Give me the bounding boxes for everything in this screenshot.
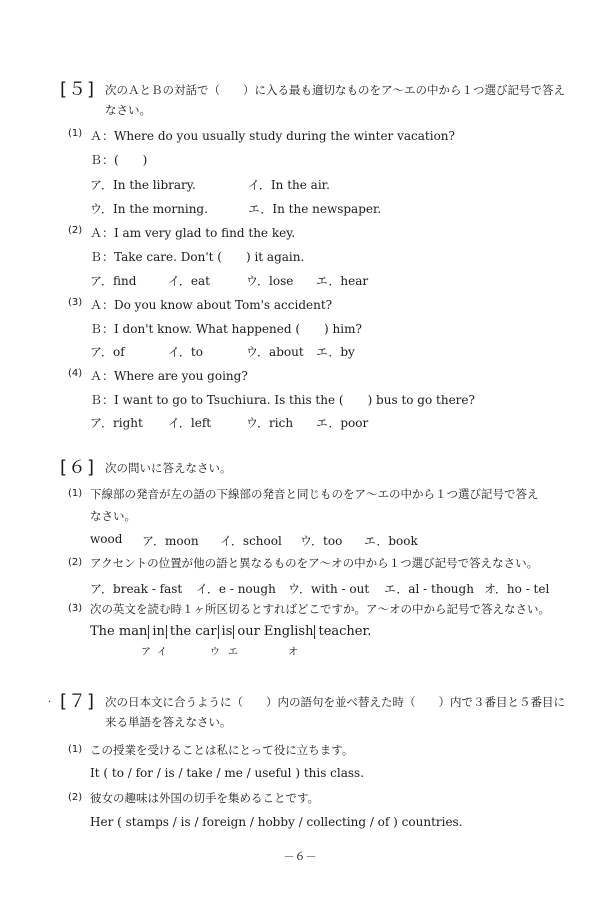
q5-4-opt-i: イ．left <box>168 416 212 430</box>
q7-1-english: It ( to / for / is / take / me / useful ) this class. <box>90 766 365 780</box>
q6-3-seg-2: in <box>152 624 165 639</box>
q5-2-opt-i: イ．eat <box>168 274 210 288</box>
section-6-instruction: 次の問いに答えなさい。 <box>105 461 232 475</box>
q5-3-opt-e: エ．by <box>316 345 355 359</box>
q6-2-number: (2) <box>68 557 83 568</box>
q6-2-opt-i: イ．e - nough <box>196 582 276 596</box>
q7-1-number: (1) <box>68 744 83 755</box>
q6-3-sentence <box>90 624 371 639</box>
q6-2-text: アクセントの位置が他の語と異なるものをア～オの中から１つ選び記号で答えなさい。 <box>90 556 539 570</box>
q6-3-seg-3: the car <box>169 624 217 639</box>
q6-3-label-e: エ <box>228 647 238 658</box>
q6-3-number: (3) <box>68 603 83 614</box>
q6-3-seg-6: teacher. <box>318 624 372 639</box>
section-6-header <box>60 458 575 478</box>
q5-3-opt-i: イ．to <box>168 345 203 359</box>
section-7-number: [７] <box>60 691 96 712</box>
q5-1-a: Ａ：Where do you usually study during the winter vacation? <box>90 129 455 143</box>
q6-2-opt-a: ア．break - fast <box>90 582 183 596</box>
section-5-header <box>60 80 575 120</box>
q5-1-b: Ｂ：( ) <box>90 153 148 167</box>
stray-dot: · <box>48 697 52 708</box>
q6-1-word-base: wood <box>90 532 123 546</box>
q6-3-mark-u <box>218 625 221 639</box>
q5-2-number: (2) <box>68 225 83 236</box>
q6-3-mark-i <box>166 625 169 639</box>
q5-3-opt-a: ア．of <box>90 345 125 359</box>
q6-3-mark-a <box>148 625 151 639</box>
q6-3-label-u: ウ <box>210 647 220 658</box>
q6-2-opt-e: エ．al - though <box>384 582 474 596</box>
q6-3-seg-5: our English <box>237 624 314 639</box>
q6-3-label-o: オ <box>288 647 298 658</box>
section-5-instruction: 次のＡとＢの対話で（ ）に入る最も適切なものをア～エの中から１つ選び記号で答えなさい。 <box>105 83 566 117</box>
q5-3-a: Ａ：Do you know about Tom's accident? <box>90 298 333 312</box>
q5-1-opt-a: ア．In the library. <box>90 178 196 192</box>
q5-4-number: (4) <box>68 368 83 379</box>
q5-1-opt-u: ウ．In the morning. <box>90 202 208 216</box>
q5-2-opt-e: エ．hear <box>316 274 369 288</box>
q6-3-mark-o <box>314 625 317 639</box>
q5-3-b: Ｂ：I don't know. What happened ( ) him? <box>90 322 362 336</box>
q5-2-opt-a: ア．find <box>90 274 137 288</box>
q6-3-seg-1: The man <box>90 624 148 639</box>
q7-2-japanese: 彼女の趣味は外国の切手を集めることです。 <box>90 791 320 805</box>
q6-2-opt-o: オ．ho - tel <box>484 582 550 596</box>
q5-4-opt-e: エ．poor <box>316 416 369 430</box>
q5-4-a: Ａ：Where are you going? <box>90 369 248 383</box>
q5-1-opt-i: イ．In the air. <box>248 178 330 192</box>
q6-1-number: (1) <box>68 488 83 499</box>
q6-1-text-1: 下線部の発音が左の語の下線部の発音と同じものをア～エの中から１つ選び記号で答え <box>90 487 539 501</box>
section-7-instruction: 次の日本文に合うように（ ）内の語句を並べ替えた時（ ）内で３番目と５番目に来る単語を答えなさい。 <box>105 695 566 729</box>
q7-2-number: (2) <box>68 792 83 803</box>
q6-1-text-2: なさい。 <box>90 509 136 523</box>
q6-1-opt-u: ウ．too <box>300 534 343 548</box>
q7-2-english: Her ( stamps / is / foreign / hobby / collecting / of ) countries. <box>90 815 463 829</box>
q6-3-seg-4: is <box>221 624 233 639</box>
q6-3-mark-e <box>233 625 236 639</box>
q5-3-opt-u: ウ．about <box>246 345 304 359</box>
q6-3-label-a: ア <box>141 647 151 658</box>
q6-1-opt-i: イ．school <box>220 534 282 548</box>
q5-2-opt-u: ウ．lose <box>246 274 294 288</box>
q5-1-opt-e: エ．In the newspaper. <box>248 202 382 216</box>
q7-1-japanese: この授業を受けることは私にとって役に立ちます。 <box>90 743 354 757</box>
q5-4-opt-a: ア．right <box>90 416 143 430</box>
q6-1-opt-a: ア．moon <box>142 534 199 548</box>
q6-3-label-i: イ <box>157 647 167 658</box>
q5-1-number: (1) <box>68 128 83 139</box>
q6-3-text: 次の英文を読む時１ヶ所区切るとすればどこですか。ア～オの中から記号で答えなさい。 <box>90 602 550 616</box>
page-number: －６－ <box>283 850 317 863</box>
q5-4-b: Ｂ：I want to go to Tsuchiura. Is this the ( ) bus to go there? <box>90 393 475 407</box>
section-5-number: [５] <box>60 79 96 100</box>
q5-2-a: Ａ：I am very glad to find the key. <box>90 226 296 240</box>
q6-2-opt-u: ウ．with - out <box>288 582 370 596</box>
section-6-number: [６] <box>60 457 96 478</box>
q5-4-opt-u: ウ．rich <box>246 416 294 430</box>
q6-1-opt-e: エ．book <box>364 534 418 548</box>
q5-3-number: (3) <box>68 297 83 308</box>
q5-2-b: Ｂ：Take care. Don't ( ) it again. <box>90 250 305 264</box>
section-7-header <box>60 692 575 732</box>
